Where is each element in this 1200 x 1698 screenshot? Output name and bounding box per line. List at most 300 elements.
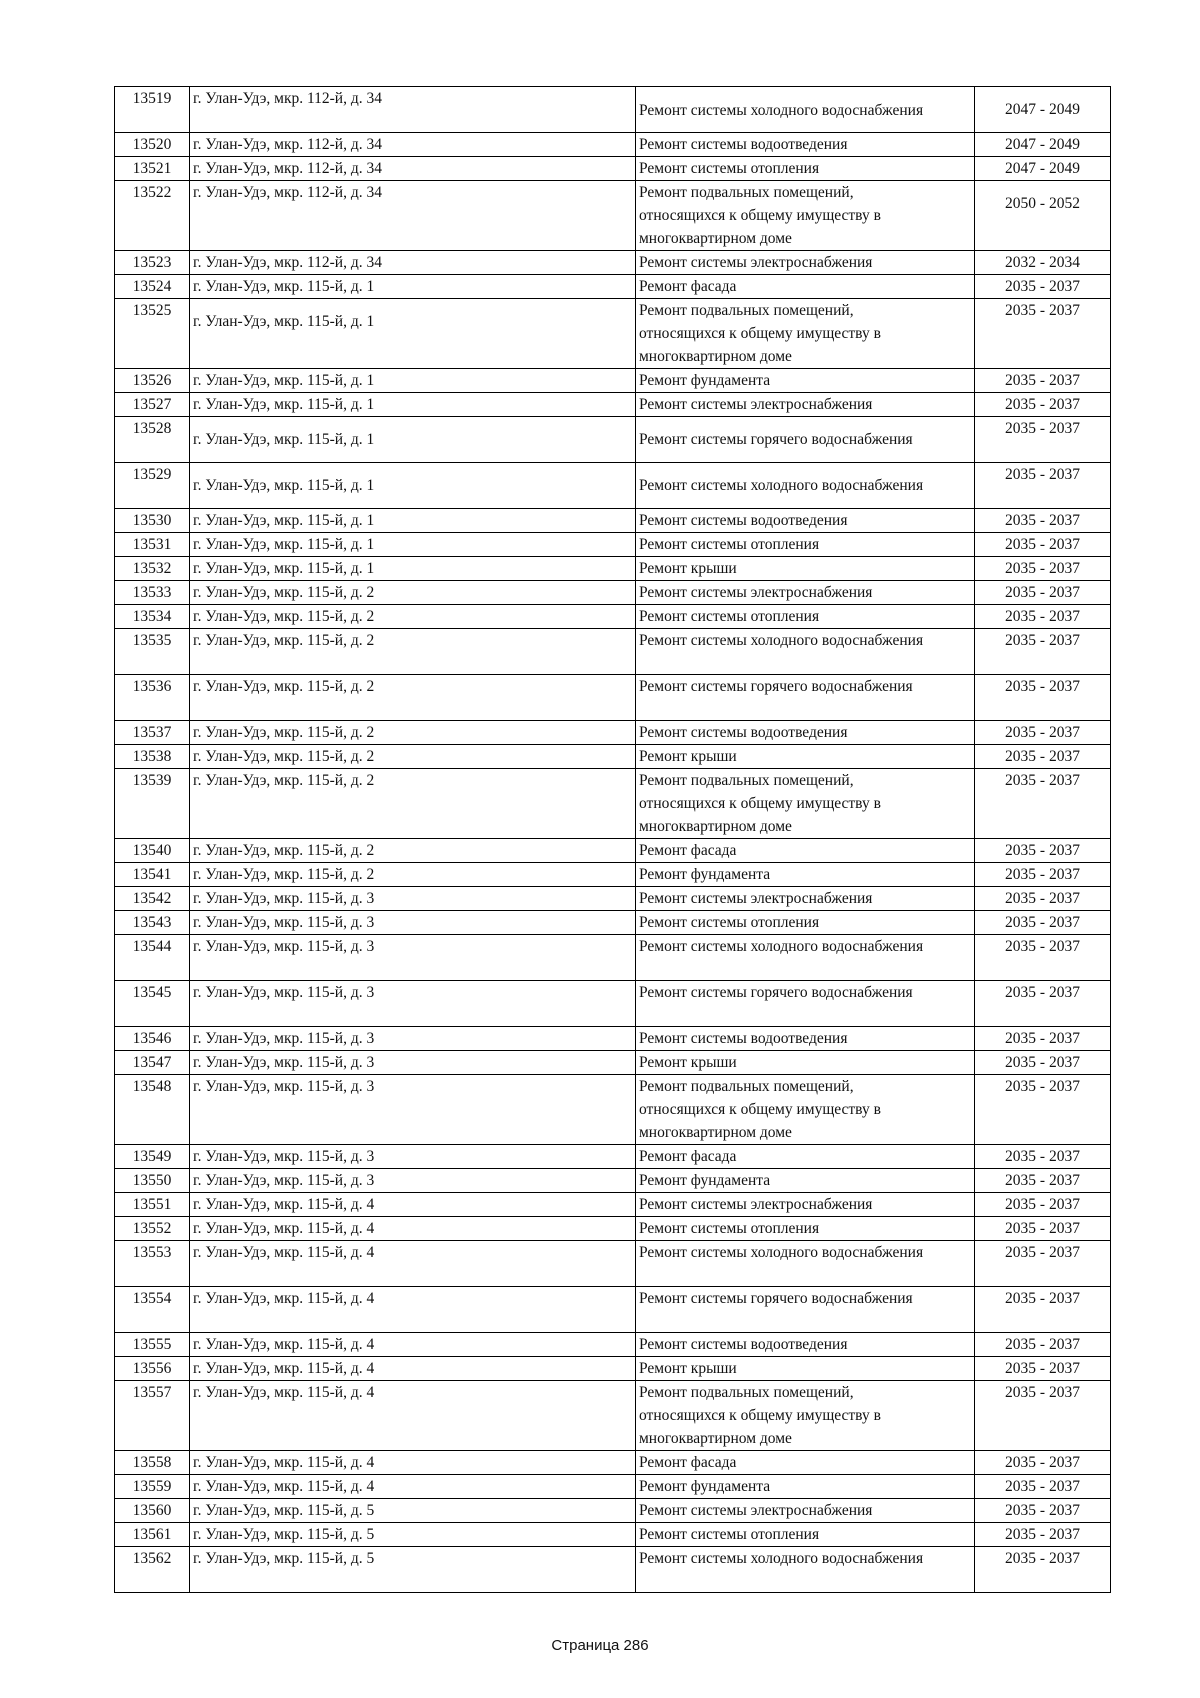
row-number-cell-text: 13550 (132, 1172, 172, 1189)
row-number-cell (115, 1241, 190, 1287)
work-type-cell-text: Ремонт системы электроснабжения (639, 584, 873, 601)
period-cell (975, 87, 1111, 133)
address-cell (190, 605, 636, 629)
work-type-cell (636, 181, 975, 251)
table-row (115, 463, 1111, 509)
period-cell (975, 1027, 1111, 1051)
row-number-cell-text: 13527 (132, 396, 172, 413)
address-cell-text: г. Улан-Удэ, мкр. 115-й, д. 1 (193, 278, 375, 295)
address-cell (190, 87, 636, 133)
work-type-cell (636, 509, 975, 533)
address-cell-text: г. Улан-Удэ, мкр. 115-й, д. 2 (193, 842, 375, 859)
work-type-cell (636, 1451, 975, 1475)
address-cell (190, 1169, 636, 1193)
period-cell-text: 2035 - 2037 (1005, 420, 1080, 437)
period-cell (975, 509, 1111, 533)
table-row (115, 1547, 1111, 1593)
period-cell (975, 251, 1111, 275)
work-type-cell-text: Ремонт фасада (639, 1148, 737, 1165)
address-cell (190, 463, 636, 509)
table-row (115, 981, 1111, 1027)
address-cell-text: г. Улан-Удэ, мкр. 115-й, д. 4 (193, 1290, 375, 1307)
period-cell-text: 2035 - 2037 (1005, 278, 1080, 295)
row-number-cell (115, 133, 190, 157)
period-cell (975, 911, 1111, 935)
address-cell-text: г. Улан-Удэ, мкр. 115-й, д. 2 (193, 866, 375, 883)
address-cell (190, 863, 636, 887)
address-cell-text: г. Улан-Удэ, мкр. 115-й, д. 3 (193, 984, 375, 1001)
work-type-cell-text: Ремонт подвальных помещений, относящихся к общему имуществу в многоквартирном доме (639, 772, 881, 835)
period-cell-text: 2035 - 2037 (1005, 914, 1080, 931)
work-type-cell (636, 393, 975, 417)
address-cell-text: г. Улан-Удэ, мкр. 115-й, д. 1 (193, 512, 375, 529)
work-type-cell-text: Ремонт системы водоотведения (639, 724, 848, 741)
row-number-cell-text: 13562 (132, 1550, 172, 1567)
address-cell-text: г. Улан-Удэ, мкр. 115-й, д. 4 (193, 1244, 375, 1261)
period-cell (975, 1357, 1111, 1381)
row-number-cell-text: 13543 (132, 914, 172, 931)
period-cell-text: 2035 - 2037 (1005, 1220, 1080, 1237)
table-row (115, 1451, 1111, 1475)
work-type-cell (636, 605, 975, 629)
period-cell (975, 745, 1111, 769)
work-type-cell (636, 1217, 975, 1241)
row-number-cell-text: 13555 (132, 1336, 172, 1353)
period-cell (975, 1241, 1111, 1287)
period-cell (975, 981, 1111, 1027)
row-number-cell (115, 1169, 190, 1193)
address-cell-text: г. Улан-Удэ, мкр. 112-й, д. 34 (193, 160, 382, 177)
row-number-cell (115, 251, 190, 275)
work-type-cell (636, 721, 975, 745)
period-cell-text: 2035 - 2037 (1005, 678, 1080, 695)
table-row (115, 1287, 1111, 1333)
row-number-cell (115, 1475, 190, 1499)
period-cell-text: 2050 - 2052 (1005, 195, 1080, 212)
work-type-cell-text: Ремонт системы электроснабжения (639, 890, 873, 907)
work-type-cell (636, 1193, 975, 1217)
address-cell (190, 911, 636, 935)
row-number-cell (115, 557, 190, 581)
period-cell (975, 605, 1111, 629)
address-cell (190, 745, 636, 769)
work-type-cell (636, 533, 975, 557)
row-number-cell (115, 581, 190, 605)
row-number-cell-text: 13521 (132, 160, 172, 177)
address-cell-text: г. Улан-Удэ, мкр. 115-й, д. 1 (193, 536, 375, 553)
period-cell-text: 2035 - 2037 (1005, 1290, 1080, 1307)
work-type-cell-text: Ремонт системы электроснабжения (639, 1196, 873, 1213)
address-cell (190, 1499, 636, 1523)
period-cell (975, 1451, 1111, 1475)
work-type-cell-text: Ремонт системы отопления (639, 914, 820, 931)
work-type-cell (636, 581, 975, 605)
address-cell (190, 1051, 636, 1075)
address-cell-text: г. Улан-Удэ, мкр. 115-й, д. 5 (193, 1550, 375, 1567)
period-cell-text: 2035 - 2037 (1005, 632, 1080, 649)
row-number-cell-text: 13554 (132, 1290, 172, 1307)
row-number-cell-text: 13537 (132, 724, 172, 741)
period-cell-text: 2035 - 2037 (1005, 396, 1080, 413)
work-type-cell (636, 1051, 975, 1075)
row-number-cell (115, 911, 190, 935)
row-number-cell-text: 13531 (132, 536, 172, 553)
row-number-cell (115, 87, 190, 133)
row-number-cell (115, 1499, 190, 1523)
period-cell (975, 581, 1111, 605)
table-row (115, 675, 1111, 721)
row-number-cell (115, 1333, 190, 1357)
work-type-cell-text: Ремонт системы горячего водоснабжения (639, 678, 913, 695)
period-cell (975, 157, 1111, 181)
row-number-cell-text: 13536 (132, 678, 172, 695)
period-cell-text: 2035 - 2037 (1005, 560, 1080, 577)
row-number-cell (115, 1547, 190, 1593)
table-row (115, 557, 1111, 581)
table-row (115, 87, 1111, 133)
work-type-cell-text: Ремонт системы отопления (639, 1220, 820, 1237)
row-number-cell-text: 13551 (132, 1196, 172, 1213)
table-row (115, 1027, 1111, 1051)
period-cell-text: 2035 - 2037 (1005, 984, 1080, 1001)
table-row (115, 157, 1111, 181)
row-number-cell-text: 13533 (132, 584, 172, 601)
row-number-cell-text: 13561 (132, 1526, 172, 1543)
row-number-cell-text: 13538 (132, 748, 172, 765)
period-cell-text: 2035 - 2037 (1005, 1384, 1080, 1401)
row-number-cell-text: 13558 (132, 1454, 172, 1471)
period-cell (975, 557, 1111, 581)
work-type-cell-text: Ремонт системы отопления (639, 160, 820, 177)
period-cell (975, 1499, 1111, 1523)
period-cell (975, 1547, 1111, 1593)
table-row (115, 745, 1111, 769)
work-type-cell (636, 675, 975, 721)
work-type-cell-text: Ремонт фасада (639, 1454, 737, 1471)
work-type-cell (636, 463, 975, 509)
row-number-cell (115, 157, 190, 181)
work-type-cell-text: Ремонт системы электроснабжения (639, 254, 873, 271)
address-cell-text: г. Улан-Удэ, мкр. 115-й, д. 2 (193, 608, 375, 625)
work-type-cell-text: Ремонт системы водоотведения (639, 1030, 848, 1047)
address-cell (190, 417, 636, 463)
repair-schedule-table (114, 86, 1111, 1593)
table-row (115, 251, 1111, 275)
table-row (115, 275, 1111, 299)
table-row (115, 887, 1111, 911)
work-type-cell (636, 1333, 975, 1357)
period-cell-text: 2035 - 2037 (1005, 302, 1080, 319)
period-cell-text: 2035 - 2037 (1005, 842, 1080, 859)
address-cell-text: г. Улан-Удэ, мкр. 115-й, д. 4 (193, 1336, 375, 1353)
address-cell-text: г. Улан-Удэ, мкр. 115-й, д. 5 (193, 1526, 375, 1543)
row-number-cell (115, 1075, 190, 1145)
address-cell (190, 629, 636, 675)
address-cell (190, 557, 636, 581)
table-row (115, 533, 1111, 557)
address-cell-text: г. Улан-Удэ, мкр. 115-й, д. 4 (193, 1384, 375, 1401)
period-cell-text: 2035 - 2037 (1005, 1030, 1080, 1047)
table-row (115, 1333, 1111, 1357)
row-number-cell (115, 1193, 190, 1217)
address-cell-text: г. Улан-Удэ, мкр. 115-й, д. 2 (193, 772, 375, 789)
table-body (115, 87, 1111, 1593)
address-cell (190, 133, 636, 157)
address-cell-text: г. Улан-Удэ, мкр. 115-й, д. 3 (193, 890, 375, 907)
period-cell-text: 2035 - 2037 (1005, 584, 1080, 601)
row-number-cell-text: 13535 (132, 632, 172, 649)
address-cell (190, 251, 636, 275)
table-row (115, 299, 1111, 369)
row-number-cell (115, 605, 190, 629)
address-cell (190, 1333, 636, 1357)
address-cell-text: г. Улан-Удэ, мкр. 115-й, д. 1 (193, 372, 375, 389)
work-type-cell (636, 911, 975, 935)
document-page (114, 86, 1110, 1593)
period-cell (975, 1169, 1111, 1193)
row-number-cell (115, 1051, 190, 1075)
address-cell-text: г. Улан-Удэ, мкр. 115-й, д. 5 (193, 1502, 375, 1519)
address-cell (190, 1547, 636, 1593)
period-cell (975, 863, 1111, 887)
period-cell (975, 1075, 1111, 1145)
table-row (115, 417, 1111, 463)
period-cell-text: 2035 - 2037 (1005, 748, 1080, 765)
row-number-cell-text: 13529 (132, 466, 172, 483)
address-cell-text: г. Улан-Удэ, мкр. 115-й, д. 1 (193, 560, 375, 577)
period-cell-text: 2035 - 2037 (1005, 1454, 1080, 1471)
work-type-cell-text: Ремонт фасада (639, 842, 737, 859)
table-row (115, 1523, 1111, 1547)
row-number-cell (115, 675, 190, 721)
work-type-cell-text: Ремонт системы холодного водоснабжения (639, 1244, 924, 1261)
row-number-cell (115, 1357, 190, 1381)
address-cell (190, 1287, 636, 1333)
period-cell (975, 1381, 1111, 1451)
row-number-cell-text: 13522 (132, 184, 172, 201)
table-row (115, 935, 1111, 981)
work-type-cell (636, 299, 975, 369)
period-cell-text: 2035 - 2037 (1005, 466, 1080, 483)
period-cell (975, 1217, 1111, 1241)
work-type-cell (636, 745, 975, 769)
row-number-cell-text: 13552 (132, 1220, 172, 1237)
row-number-cell-text: 13541 (132, 866, 172, 883)
work-type-cell-text: Ремонт системы холодного водоснабжения (639, 477, 924, 494)
address-cell-text: г. Улан-Удэ, мкр. 112-й, д. 34 (193, 136, 382, 153)
table-row (115, 769, 1111, 839)
row-number-cell-text: 13520 (132, 136, 172, 153)
row-number-cell (115, 275, 190, 299)
row-number-cell-text: 13557 (132, 1384, 172, 1401)
address-cell (190, 1193, 636, 1217)
page-number: Страница 286 (551, 1637, 649, 1654)
period-cell (975, 463, 1111, 509)
work-type-cell-text: Ремонт системы электроснабжения (639, 1502, 873, 1519)
work-type-cell (636, 863, 975, 887)
period-cell (975, 1523, 1111, 1547)
table-row (115, 133, 1111, 157)
work-type-cell-text: Ремонт крыши (639, 1054, 737, 1071)
work-type-cell-text: Ремонт фасада (639, 278, 737, 295)
row-number-cell (115, 1217, 190, 1241)
work-type-cell-text: Ремонт системы горячего водоснабжения (639, 431, 913, 448)
address-cell-text: г. Улан-Удэ, мкр. 112-й, д. 34 (193, 184, 382, 201)
table-row (115, 1217, 1111, 1241)
period-cell (975, 629, 1111, 675)
period-cell (975, 1475, 1111, 1499)
row-number-cell (115, 935, 190, 981)
table-row (115, 839, 1111, 863)
address-cell-text: г. Улан-Удэ, мкр. 112-й, д. 34 (193, 90, 382, 107)
address-cell (190, 581, 636, 605)
table-row (115, 629, 1111, 675)
address-cell-text: г. Улан-Удэ, мкр. 115-й, д. 3 (193, 1078, 375, 1095)
row-number-cell (115, 1523, 190, 1547)
period-cell (975, 1333, 1111, 1357)
work-type-cell-text: Ремонт фундамента (639, 372, 771, 389)
row-number-cell-text: 13526 (132, 372, 172, 389)
period-cell-text: 2032 - 2034 (1005, 254, 1080, 271)
work-type-cell-text: Ремонт системы холодного водоснабжения (639, 632, 924, 649)
work-type-cell (636, 935, 975, 981)
row-number-cell (115, 1381, 190, 1451)
address-cell-text: г. Улан-Удэ, мкр. 115-й, д. 4 (193, 1478, 375, 1495)
table-row (115, 605, 1111, 629)
address-cell-text: г. Улан-Удэ, мкр. 115-й, д. 4 (193, 1454, 375, 1471)
row-number-cell (115, 463, 190, 509)
period-cell-text: 2035 - 2037 (1005, 1360, 1080, 1377)
work-type-cell-text: Ремонт крыши (639, 1360, 737, 1377)
work-type-cell-text: Ремонт фундамента (639, 866, 771, 883)
period-cell (975, 299, 1111, 369)
address-cell-text: г. Улан-Удэ, мкр. 115-й, д. 1 (193, 477, 375, 494)
row-number-cell (115, 369, 190, 393)
work-type-cell-text: Ремонт системы горячего водоснабжения (639, 1290, 913, 1307)
row-number-cell (115, 299, 190, 369)
row-number-cell (115, 863, 190, 887)
address-cell-text: г. Улан-Удэ, мкр. 115-й, д. 1 (193, 431, 375, 448)
address-cell-text: г. Улан-Удэ, мкр. 115-й, д. 4 (193, 1196, 375, 1213)
address-cell-text: г. Улан-Удэ, мкр. 112-й, д. 34 (193, 254, 382, 271)
work-type-cell (636, 981, 975, 1027)
row-number-cell (115, 1145, 190, 1169)
work-type-cell (636, 1381, 975, 1451)
row-number-cell-text: 13540 (132, 842, 172, 859)
address-cell (190, 839, 636, 863)
work-type-cell (636, 1241, 975, 1287)
work-type-cell-text: Ремонт системы отопления (639, 608, 820, 625)
address-cell-text: г. Улан-Удэ, мкр. 115-й, д. 3 (193, 914, 375, 931)
table-row (115, 369, 1111, 393)
period-cell-text: 2035 - 2037 (1005, 1148, 1080, 1165)
address-cell-text: г. Улан-Удэ, мкр. 115-й, д. 2 (193, 584, 375, 601)
address-cell (190, 369, 636, 393)
address-cell-text: г. Улан-Удэ, мкр. 115-й, д. 3 (193, 1172, 375, 1189)
row-number-cell (115, 393, 190, 417)
table-row (115, 1193, 1111, 1217)
work-type-cell-text: Ремонт системы отопления (639, 1526, 820, 1543)
address-cell-text: г. Улан-Удэ, мкр. 115-й, д. 4 (193, 1220, 375, 1237)
row-number-cell-text: 13556 (132, 1360, 172, 1377)
row-number-cell-text: 13545 (132, 984, 172, 1001)
row-number-cell-text: 13532 (132, 560, 172, 577)
address-cell-text: г. Улан-Удэ, мкр. 115-й, д. 2 (193, 632, 375, 649)
period-cell (975, 1193, 1111, 1217)
row-number-cell-text: 13525 (132, 302, 172, 319)
address-cell-text: г. Улан-Удэ, мкр. 115-й, д. 4 (193, 1360, 375, 1377)
row-number-cell-text: 13539 (132, 772, 172, 789)
period-cell-text: 2035 - 2037 (1005, 772, 1080, 789)
work-type-cell (636, 1357, 975, 1381)
period-cell-text: 2047 - 2049 (1005, 101, 1080, 118)
table-row (115, 721, 1111, 745)
work-type-cell-text: Ремонт системы отопления (639, 536, 820, 553)
table-row (115, 1051, 1111, 1075)
period-cell (975, 181, 1111, 251)
address-cell (190, 1357, 636, 1381)
address-cell (190, 1241, 636, 1287)
work-type-cell-text: Ремонт подвальных помещений, относящихся к общему имуществу в многоквартирном доме (639, 1078, 881, 1141)
table-row (115, 581, 1111, 605)
table-row (115, 863, 1111, 887)
address-cell (190, 769, 636, 839)
period-cell (975, 721, 1111, 745)
work-type-cell (636, 133, 975, 157)
row-number-cell (115, 533, 190, 557)
work-type-cell-text: Ремонт фундамента (639, 1172, 771, 1189)
work-type-cell-text: Ремонт системы водоотведения (639, 512, 848, 529)
address-cell (190, 675, 636, 721)
row-number-cell (115, 1451, 190, 1475)
table-row (115, 1357, 1111, 1381)
period-cell-text: 2035 - 2037 (1005, 536, 1080, 553)
row-number-cell-text: 13560 (132, 1502, 172, 1519)
row-number-cell (115, 839, 190, 863)
work-type-cell-text: Ремонт подвальных помещений, относящихся к общему имуществу в многоквартирном доме (639, 184, 881, 247)
period-cell-text: 2035 - 2037 (1005, 608, 1080, 625)
row-number-cell (115, 417, 190, 463)
work-type-cell (636, 417, 975, 463)
address-cell (190, 275, 636, 299)
table-row (115, 1241, 1111, 1287)
row-number-cell-text: 13534 (132, 608, 172, 625)
table-row (115, 509, 1111, 533)
period-cell-text: 2035 - 2037 (1005, 1244, 1080, 1261)
work-type-cell (636, 1547, 975, 1593)
row-number-cell-text: 13553 (132, 1244, 172, 1261)
period-cell (975, 887, 1111, 911)
row-number-cell (115, 887, 190, 911)
row-number-cell (115, 721, 190, 745)
work-type-cell (636, 369, 975, 393)
row-number-cell-text: 13544 (132, 938, 172, 955)
work-type-cell (636, 157, 975, 181)
work-type-cell (636, 887, 975, 911)
work-type-cell (636, 1027, 975, 1051)
work-type-cell (636, 557, 975, 581)
row-number-cell (115, 981, 190, 1027)
work-type-cell-text: Ремонт системы водоотведения (639, 1336, 848, 1353)
address-cell (190, 1381, 636, 1451)
address-cell (190, 299, 636, 369)
row-number-cell (115, 181, 190, 251)
table-row (115, 1169, 1111, 1193)
work-type-cell-text: Ремонт фундамента (639, 1478, 771, 1495)
work-type-cell-text: Ремонт системы водоотведения (639, 136, 848, 153)
period-cell (975, 675, 1111, 721)
period-cell-text: 2047 - 2049 (1005, 160, 1080, 177)
